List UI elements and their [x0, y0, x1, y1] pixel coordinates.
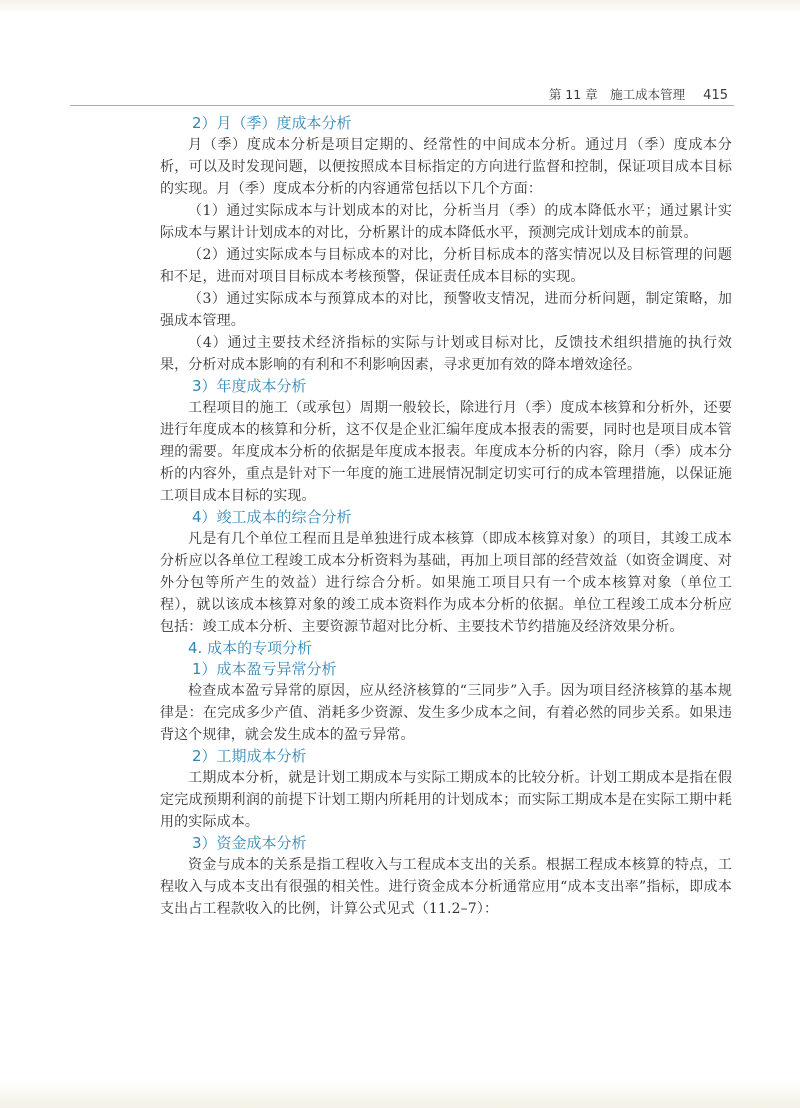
chapter-title: 第 11 章 施工成本管理 [548, 87, 686, 102]
section-heading-profit-loss-analysis: 1）成本盈亏异常分析 [192, 660, 337, 678]
section-heading-special-cost-analysis: 4. 成本的专项分析 [188, 639, 313, 657]
running-header [549, 85, 728, 103]
paragraph: （1）通过实际成本与计划成本的对比，分析当月（季）的成本降低水平；通过累计实际成本与累计计划成本的对比，分析累计的成本降低水平，预测完成计划成本的前景。 [160, 203, 732, 241]
paragraph: （4）通过主要技术经济指标的实际与计划或目标对比，反馈技术组织措施的执行效果，分析对成本影响的有利和不利影响因素，寻求更加有效的降本增效途径。 [160, 335, 732, 373]
paragraph: 资金与成本的关系是指工程收入与工程成本支出的关系。根据工程成本核算的特点，工程收入与成本支出有很强的相关性。进行资金成本分析通常应用“成本支出率”指标，即成本支出占工程款收入的比例，计算公式见式（11.2–7）： [160, 857, 732, 917]
section-heading-capital-cost-analysis: 3）资金成本分析 [192, 834, 307, 852]
paragraph: 检查成本盈亏异常的原因，应从经济核算的“三同步”入手。因为项目经济核算的基本规律是：在完成多少产值、消耗多少资源、发生多少成本之间，有着必然的同步关系。如果违背这个规律，就会发生成本的盈亏异常。 [160, 683, 732, 743]
section-heading-schedule-cost-analysis: 2）工期成本分析 [192, 747, 307, 765]
scan-edge-bottom [0, 1080, 800, 1108]
page-number: 415 [703, 88, 728, 103]
section-heading-completion-cost-analysis: 4）竣工成本的综合分析 [192, 508, 352, 526]
page-body [160, 113, 732, 920]
paragraph: 工程项目的施工（或承包）周期一般较长，除进行月（季）度成本核算和分析外，还要进行年度成本的核算和分析，这不仅是企业汇编年度成本报表的需要，同时也是项目成本管理的需要。年度成本分析的依据是年度成本报表。年度成本分析的内容，除月（季）成本分析的内容外，重点是针对下一年度的施工进展情况制定切实可行的成本管理措施，以保证施工项目成本目标的实现。 [160, 400, 732, 504]
section-heading-annual-cost-analysis: 3）年度成本分析 [192, 377, 307, 395]
paragraph: 月（季）度成本分析是项目定期的、经常性的中间成本分析。通过月（季）度成本分析，可以及时发现问题，以便按照成本目标指定的方向进行监督和控制，保证项目成本目标的实现。月（季）度成本分析的内容通常包括以下几个方面： [160, 137, 732, 197]
paragraph: （2）通过实际成本与目标成本的对比，分析目标成本的落实情况以及目标管理的问题和不足，进而对项目目标成本考核预警，保证责任成本目标的实现。 [160, 247, 732, 285]
section-heading-monthly-cost-analysis: 2）月（季）度成本分析 [192, 114, 352, 132]
paragraph: 凡是有几个单位工程而且是单独进行成本核算（即成本核算对象）的项目，其竣工成本分析应以各单位工程竣工成本分析资料为基础，再加上项目部的经营效益（如资金调度、对外分包等所产生的效益）进行综合分析。如果施工项目只有一个成本核算对象（单位工程），就以该成本核算对象的竣工成本资料作为成本分析的依据。单位工程竣工成本分析应包括：竣工成本分析、主要资源节超对比分析、主要技术节约措施及经济效果分析。 [160, 531, 732, 635]
paragraph: 工期成本分析，就是计划工期成本与实际工期成本的比较分析。计划工期成本是指在假定完成预期利润的前提下计划工期内所耗用的计划成本；而实际工期成本是在实际工期中耗用的实际成本。 [160, 770, 732, 830]
header-rule [70, 105, 734, 106]
scan-edge-top [0, 0, 800, 14]
paragraph: （3）通过实际成本与预算成本的对比，预警收支情况，进而分析问题，制定策略，加强成本管理。 [160, 291, 732, 329]
